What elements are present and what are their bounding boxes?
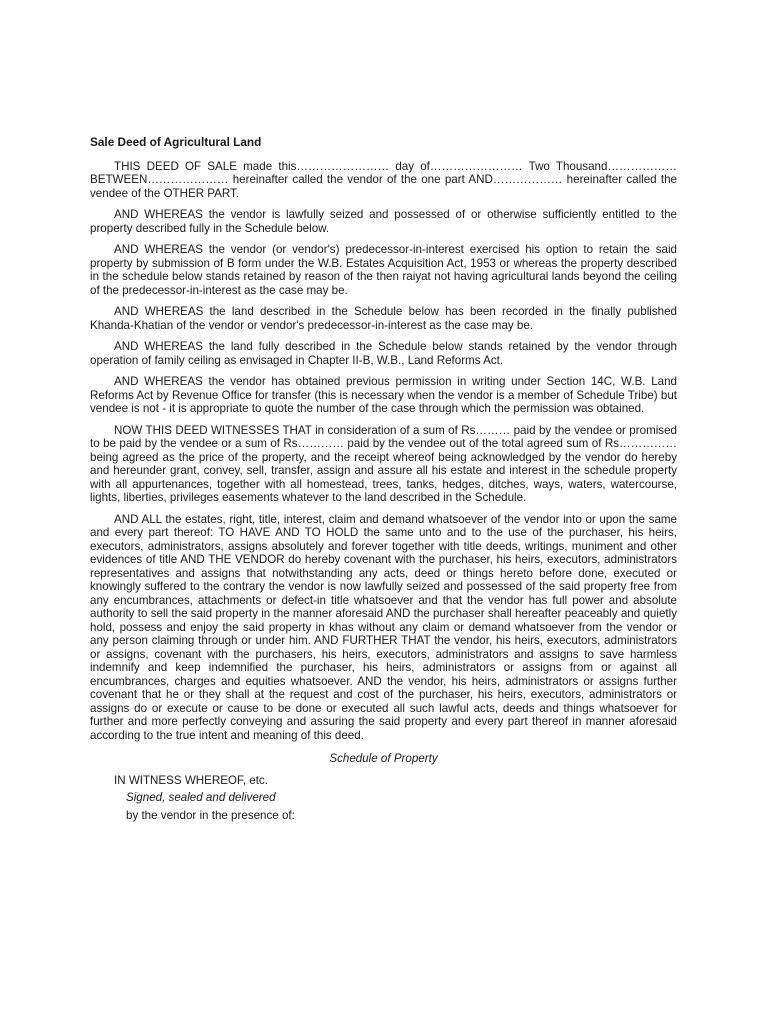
paragraph-deed-of-sale: THIS DEED OF SALE made this…………………… day of…………………… Two Thousand……………… BETWEEN………………… hereinafter called the vendor of the one part AND……………… hereinafter called the vendee of the OTHER PART. xyxy=(90,159,677,200)
schedule-heading: Schedule of Property xyxy=(329,752,438,765)
deed-document xyxy=(90,136,677,822)
paragraph-whereas-family-ceiling: AND WHEREAS the land fully described in the Schedule below stands retained by the vendor through operation of family ceiling as envisaged in Chapter II-B, W.B., Land Reforms Act. xyxy=(90,340,677,367)
paragraph-whereas-permission: AND WHEREAS the vendor has obtained previous permission in writing under Section 14C, W.B. Land Reforms Act by Revenue Office for transfer (this is necessary when the vendor is a member of Schedule Tribe) but vendee is not - it is appropriate to quote the number of the case through which the permission was obtained. xyxy=(90,375,677,415)
paragraph-whereas-predecessor: AND WHEREAS the vendor (or vendor's) predecessor-in-interest exercised his option to retain the said property by submission of B form under the W.B. Estates Acquisition Act, 1953 or whereas the property described in the schedule below stands retained by reason of the then raiyat not having agricultural lands beyond the ceiling of the predecessor-in-interest as the case may be. xyxy=(90,243,677,297)
paragraph-and-all-estates: AND ALL the estates, right, title, interest, claim and demand whatsoever of the vendor into or upon the same and every part thereof: TO HAVE AND TO HOLD the same unto and to the use of the purchaser, his heirs, executors, administrators, assigns absolutely and forever together with title deeds, writings, muniment and other evidences of title AND THE VENDOR do hereby covenant with the purchaser, his heirs, executors, administrators representatives and assigns that notwithstanding any acts, deed or things hereto before done, executed or knowingly suffered to the contrary the vendor is now lawfully seized and possessed of the said property free from any encumbrances, attachments or defect-in title whatsoever and that the vendor has full power and absolute authority to sell the said property in the manner aforesaid AND the purchaser shall hereafter peaceably and quietly hold, possess and enjoy the said property in khas without any claim or demand whatsoever from the vendor or any person claiming through or under him. AND FURTHER THAT the vendor, his heirs, executors, administrators or assigns, covenant with the purchasers, his heirs, executors, administrators and assigns to save harmless indemnify and keep indemnified the purchaser, his heirs, administrators or assigns from or against all encumbrances, charges and equities whatsoever. AND the vendor, his heirs, administrators or assigns further covenant that he or they shall at the request and cost of the purchaser, his heirs, executors, administrators or assigns do or execute or cause to be done or executed all such lawful acts, deeds and things whatsoever for further and more perfectly conveying and assuring the said property and every part thereof in manner aforesaid according to the true intent and meaning of this deed. xyxy=(90,512,677,742)
vendor-presence-line: by the vendor in the presence of: xyxy=(126,808,295,822)
paragraph-whereas-seized: AND WHEREAS the vendor is lawfully seized and possessed of or otherwise sufficiently entitled to the property described fully in the Schedule below. xyxy=(90,208,677,235)
paragraph-deed-witnesses: NOW THIS DEED WITNESSES THAT in consideration of a sum of Rs……… paid by the vendee or promised to be paid by the vendee or a sum of Rs………… paid by the vendee out of the total agreed sum of Rs…………… being agreed as the price of the property, and the receipt whereof being acknowledged by the vendor do hereby and hereunder grant, convey, sell, transfer, assign and assure all his estate and interest in the schedule property with all appurtenances, together with all homestead, trees, tanks, hedges, ditches, ways, waters, watercourse, lights, liberties, privileges easements whatever to the land described in the Schedule. xyxy=(90,423,677,504)
paragraph-whereas-khatian: AND WHEREAS the land described in the Schedule below has been recorded in the finally published Khanda-Khatian of the vendor or vendor's predecessor-in-interest as the case may be. xyxy=(90,305,677,332)
witness-line: IN WITNESS WHEREOF, etc. xyxy=(114,773,268,787)
document-title: Sale Deed of Agricultural Land xyxy=(90,135,262,149)
signed-line: Signed, sealed and delivered xyxy=(126,791,276,804)
